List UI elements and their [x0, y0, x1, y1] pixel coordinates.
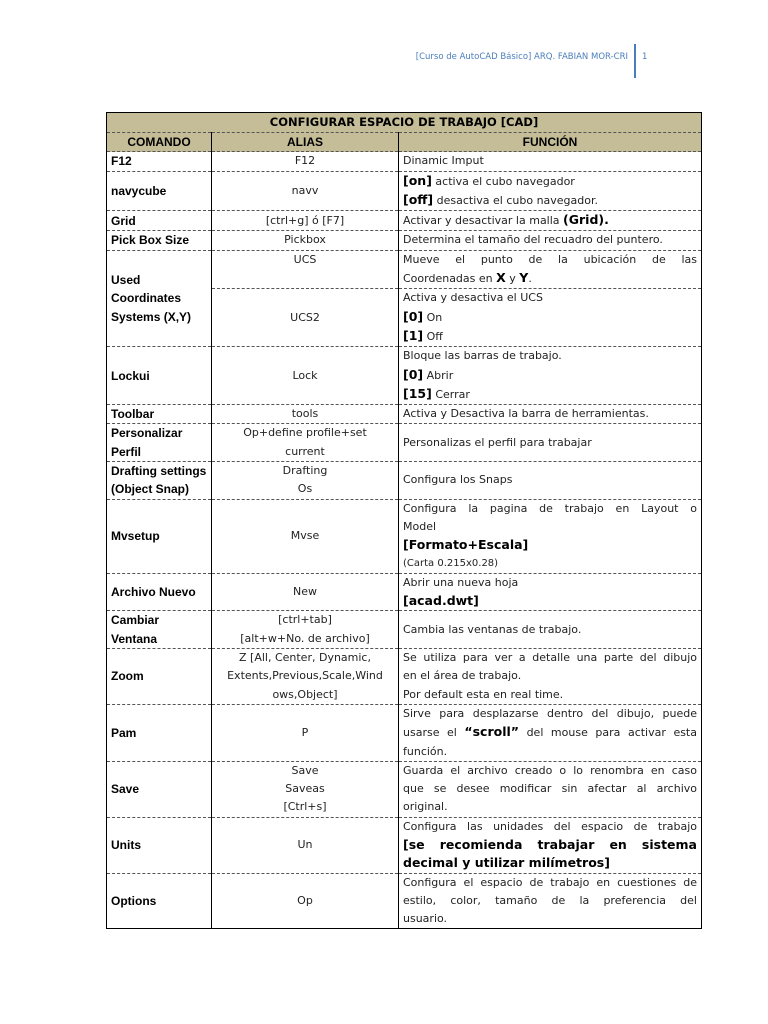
function-cell: [399, 171, 702, 211]
function-cell: [399, 250, 702, 289]
command-cell: Personalizar Perfil: [107, 424, 212, 462]
table-row: [107, 817, 702, 873]
function-cell: Personalizas el perfil para trabajar: [399, 424, 702, 462]
command-cell: Grid: [107, 211, 212, 231]
table-row: [107, 873, 702, 929]
alias-cell: [212, 649, 399, 705]
function-text: Guarda el archivo creado o lo renombra en caso: [403, 763, 697, 777]
function-text: Cerrar: [431, 387, 470, 401]
function-text: Abrir: [423, 368, 454, 382]
command-cell: Drafting settings (Object Snap): [107, 462, 212, 500]
keyword: [15]: [403, 385, 432, 401]
function-cell: [399, 499, 702, 573]
alias-cell: [212, 611, 399, 649]
keyword: [0]: [403, 366, 424, 382]
table-row: [107, 424, 702, 462]
alias-cell: F12: [212, 152, 399, 171]
alias-text: Os: [297, 482, 313, 496]
function-text: Se utiliza para ver a detalle una parte del dibujo: [403, 651, 697, 665]
alias-text: current: [285, 444, 325, 458]
keyword: [off]: [403, 191, 434, 207]
keyword: [on]: [403, 172, 432, 188]
alias-cell: Pickbox: [212, 231, 399, 250]
function-text: estilo, color, tamaño de la preferencia del: [403, 893, 697, 907]
function-text: que se desee modificar sin afectar al archivo: [403, 782, 697, 796]
command-cell: Archivo Nuevo: [107, 573, 212, 611]
alias-cell: [212, 761, 399, 817]
header-course-title: [Curso de AutoCAD Básico] ARQ. FABIAN MOR-CRI: [415, 52, 628, 62]
table-row: [107, 704, 702, 761]
function-cell: Determina el tamaño del recuadro del puntero.: [399, 231, 702, 250]
alias-cell: [212, 424, 399, 462]
function-text: en el área de trabajo.: [403, 669, 522, 683]
command-cell: Toolbar: [107, 405, 212, 424]
command-cell: Mvsetup: [107, 499, 212, 573]
table-row: [107, 250, 702, 289]
function-text: Configura la pagina de trabajo en Layout o: [403, 501, 697, 515]
alias-text: [alt+w+No. de archivo]: [240, 631, 370, 645]
table-title: CONFIGURAR ESPACIO DE TRABAJO [CAD]: [107, 113, 702, 133]
alias-text: Drafting: [282, 464, 328, 478]
command-cell: Pick Box Size: [107, 231, 212, 250]
alias-cell: tools: [212, 405, 399, 424]
function-text: del mouse para activar esta: [519, 726, 697, 740]
function-text: usarse el: [403, 726, 465, 740]
function-text: función.: [403, 744, 448, 758]
command-cell: F12: [107, 152, 212, 171]
keyword: (Grid).: [563, 212, 609, 228]
function-cell: Configura los Snaps: [399, 462, 702, 500]
function-cell: [399, 873, 702, 929]
function-text: Por default esta en real time.: [403, 687, 564, 701]
keyword: [1]: [403, 327, 424, 343]
command-cell: Cambiar Ventana: [107, 611, 212, 649]
command-cell: Save: [107, 761, 212, 817]
function-text: original.: [403, 800, 448, 814]
function-text: Off: [423, 329, 443, 343]
table-row: [107, 499, 702, 573]
table-row: [107, 649, 702, 705]
alias-text: Extents,Previous,Scale,Wind: [227, 669, 383, 683]
table-row: [107, 462, 702, 500]
command-cell: Lockui: [107, 347, 212, 405]
alias-cell: New: [212, 573, 399, 611]
keyword: Y: [519, 270, 529, 286]
alias-cell: Lock: [212, 347, 399, 405]
keyword: “scroll”: [464, 724, 520, 740]
command-cell: Used Coordinates Systems (X,Y): [107, 250, 212, 346]
column-header-comando: COMANDO: [107, 133, 212, 152]
function-cell: [399, 704, 702, 761]
column-header-alias: ALIAS: [212, 133, 399, 152]
function-text: Configura las unidades del espacio de trabajo: [403, 819, 697, 833]
function-cell: [399, 573, 702, 611]
function-text: usuario.: [403, 912, 448, 926]
table-row: [107, 347, 702, 405]
keyword: [0]: [403, 308, 424, 324]
alias-cell: Mvse: [212, 499, 399, 573]
table-row: [107, 761, 702, 817]
keyword: X: [496, 270, 506, 286]
alias-text: ows,Object]: [272, 687, 338, 701]
function-text: On: [423, 310, 443, 324]
alias-text: Op+define profile+set: [243, 426, 367, 440]
table-row: [107, 231, 702, 250]
alias-cell: Op: [212, 873, 399, 929]
alias-cell: [212, 462, 399, 500]
keyword: [se recomienda trabajar en sistema: [403, 836, 697, 852]
function-text: activa el cubo navegador: [431, 174, 575, 188]
alias-cell: [ctrl+g] ó [F7]: [212, 211, 399, 231]
function-cell: [399, 649, 702, 705]
alias-text: Saveas: [285, 782, 325, 796]
keyword: [acad.dwt]: [403, 593, 479, 609]
table-header-row: [107, 133, 702, 152]
function-cell: [399, 347, 702, 405]
command-cell: Units: [107, 817, 212, 873]
function-text: Mueve el punto de la ubicación de las: [403, 252, 697, 266]
header-divider: [634, 44, 636, 78]
alias-text: [ctrl+tab]: [278, 613, 332, 627]
keyword: [Formato+Escala]: [403, 537, 529, 553]
command-cell: Options: [107, 873, 212, 929]
table-row: [107, 171, 702, 211]
table-row: [107, 211, 702, 231]
function-cell: [399, 817, 702, 873]
function-text: Activa y desactiva el UCS: [403, 291, 543, 305]
alias-text: Save: [291, 763, 319, 777]
function-text: Activar y desactivar la malla: [403, 214, 564, 228]
function-cell: Activa y Desactiva la barra de herramientas.: [399, 405, 702, 424]
command-cell: Pam: [107, 704, 212, 761]
alias-text: Z [All, Center, Dynamic,: [239, 651, 371, 665]
function-text: (Carta 0.215x0.28): [403, 557, 499, 569]
keyword: decimal y utilizar milímetros]: [403, 855, 610, 871]
function-text: Coordenadas en: [403, 272, 497, 286]
alias-cell: P: [212, 704, 399, 761]
alias-cell: Un: [212, 817, 399, 873]
function-cell: [399, 289, 702, 347]
table-row: [107, 573, 702, 611]
alias-cell: UCS: [212, 250, 399, 289]
table-row: [107, 611, 702, 649]
table-row: [107, 405, 702, 424]
table-row: [107, 152, 702, 171]
page-header: [0, 44, 768, 78]
function-cell: Cambia las ventanas de trabajo.: [399, 611, 702, 649]
command-cell: navycube: [107, 171, 212, 211]
alias-cell: navv: [212, 171, 399, 211]
function-text: Model: [403, 519, 437, 533]
commands-table: [106, 112, 702, 929]
function-text: y: [505, 272, 520, 286]
function-text: Sirve para desplazarse dentro del dibujo, puede: [403, 706, 697, 720]
command-cell: Zoom: [107, 649, 212, 705]
function-cell: [399, 211, 702, 231]
function-cell: Dinamic Imput: [399, 152, 702, 171]
column-header-funcion: FUNCIÓN: [399, 133, 702, 152]
function-text: .: [528, 272, 532, 286]
alias-cell: UCS2: [212, 289, 399, 347]
alias-text: [Ctrl+s]: [283, 800, 327, 814]
function-text: desactiva el cubo navegador.: [433, 193, 599, 207]
function-cell: [399, 761, 702, 817]
table-title-row: [107, 113, 702, 133]
function-text: Bloque las barras de trabajo.: [403, 349, 562, 363]
page-number: 1: [642, 52, 648, 62]
function-text: Abrir una nueva hoja: [403, 575, 519, 589]
function-text: Configura el espacio de trabajo en cuestiones de: [403, 875, 697, 889]
